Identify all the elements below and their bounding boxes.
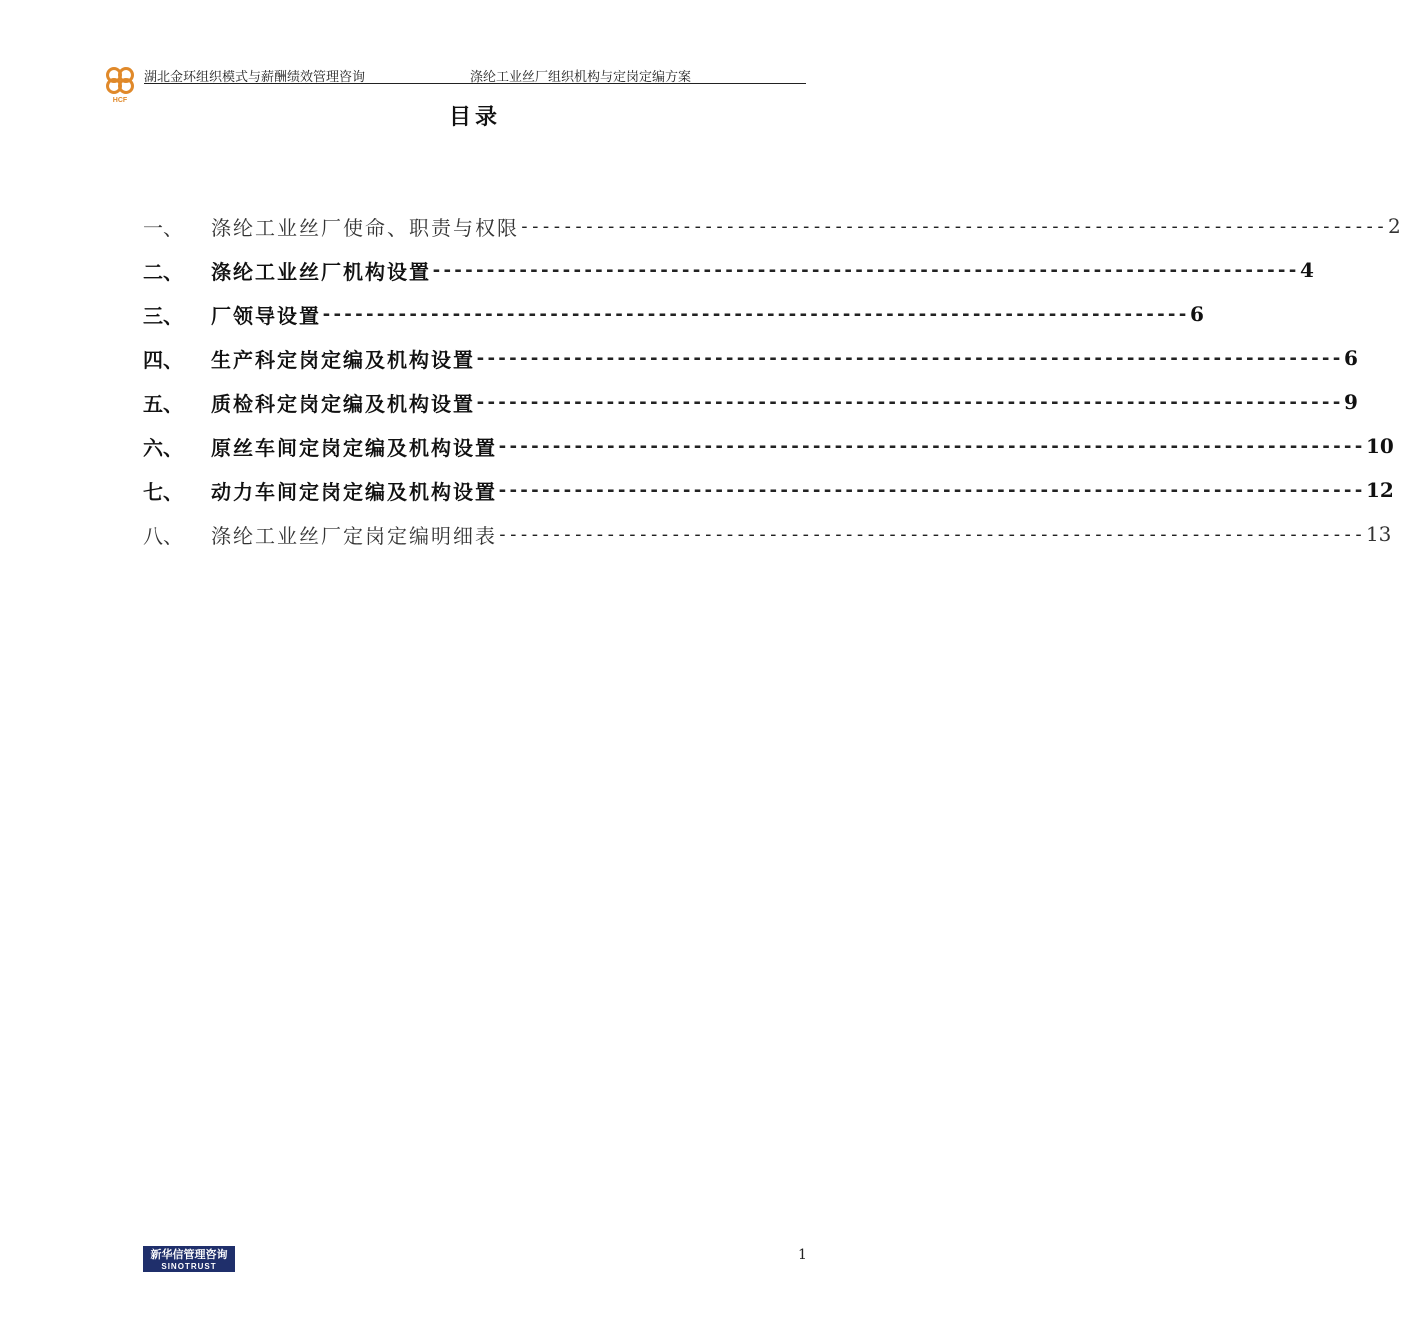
toc-entry-leader: -------------------------------------------------------------------------------- xyxy=(321,303,1188,325)
toc-entry-title: 原丝车间定岗定编及机构设置 xyxy=(211,435,497,460)
toc-entry-number: 二、 xyxy=(143,259,183,284)
sinotrust-logo-icon xyxy=(143,1246,235,1272)
toc-entry-leader: -------------------------------------------------------------------------------- xyxy=(497,479,1364,501)
logo-caption: HCF xyxy=(112,97,128,104)
toc-entry-title: 厂领导设置 xyxy=(211,303,321,328)
toc-entry-number: 八、 xyxy=(143,523,183,548)
toc-entry-number: 四、 xyxy=(143,347,183,372)
toc-entry-title: 生产科定岗定编及机构设置 xyxy=(211,347,475,372)
toc-entry-leader: -------------------------------------------------------------------------------- xyxy=(519,215,1386,237)
toc-entry-page: 6 xyxy=(1189,302,1204,326)
toc-entry-number: 一、 xyxy=(143,215,183,240)
toc-entry-leader: -------------------------------------------------------------------------------- xyxy=(497,523,1364,545)
toc-entry-leader: -------------------------------------------------------------------------------- xyxy=(475,391,1342,413)
toc-entry-number: 六、 xyxy=(143,435,183,460)
page-number: 1 xyxy=(798,1247,807,1263)
toc-title: 目录 xyxy=(448,104,501,130)
toc-entry-leader: -------------------------------------------------------------------------------- xyxy=(475,347,1342,369)
toc-entry[interactable] xyxy=(143,468,1394,512)
toc-entry[interactable] xyxy=(143,380,1358,424)
toc-entry-page: 9 xyxy=(1343,390,1358,414)
hcf-logo-icon xyxy=(100,64,140,104)
header-divider xyxy=(144,83,806,84)
table-of-contents xyxy=(143,204,1401,556)
toc-entry-title: 涤纶工业丝厂定岗定编明细表 xyxy=(211,523,497,548)
toc-entry[interactable] xyxy=(143,336,1358,380)
toc-entry-leader: -------------------------------------------------------------------------------- xyxy=(497,435,1364,457)
toc-entry[interactable] xyxy=(143,204,1401,248)
toc-entry-page: 4 xyxy=(1299,258,1314,282)
toc-entry-title: 涤纶工业丝厂使命、职责与权限 xyxy=(211,215,519,240)
toc-entry-leader: -------------------------------------------------------------------------------- xyxy=(431,259,1298,281)
header-document-title: 涤纶工业丝厂组织机构与定岗定编方案 xyxy=(470,70,692,85)
toc-entry-page: 10 xyxy=(1365,434,1394,458)
toc-entry-page: 6 xyxy=(1343,346,1358,370)
toc-entry-page: 13 xyxy=(1365,522,1392,546)
toc-entry[interactable] xyxy=(143,424,1394,468)
toc-entry-page: 12 xyxy=(1365,478,1394,502)
toc-entry[interactable] xyxy=(143,512,1392,556)
toc-entry-title: 涤纶工业丝厂机构设置 xyxy=(211,259,431,284)
toc-entry-number: 七、 xyxy=(143,479,183,504)
toc-entry-title: 质检科定岗定编及机构设置 xyxy=(211,391,475,416)
footer-logo-cn: 新华信管理咨询 xyxy=(150,1248,228,1261)
toc-entry-page: 2 xyxy=(1387,214,1401,238)
toc-entry-title: 动力车间定岗定编及机构设置 xyxy=(211,479,497,504)
toc-entry-number: 三、 xyxy=(143,303,183,328)
toc-entry[interactable] xyxy=(143,248,1314,292)
footer-logo-en: SINOTRUST xyxy=(161,1262,217,1271)
toc-entry-number: 五、 xyxy=(143,391,183,416)
header-company-text: 湖北金环组织模式与薪酬绩效管理咨询 xyxy=(144,70,366,85)
toc-entry[interactable] xyxy=(143,292,1204,336)
